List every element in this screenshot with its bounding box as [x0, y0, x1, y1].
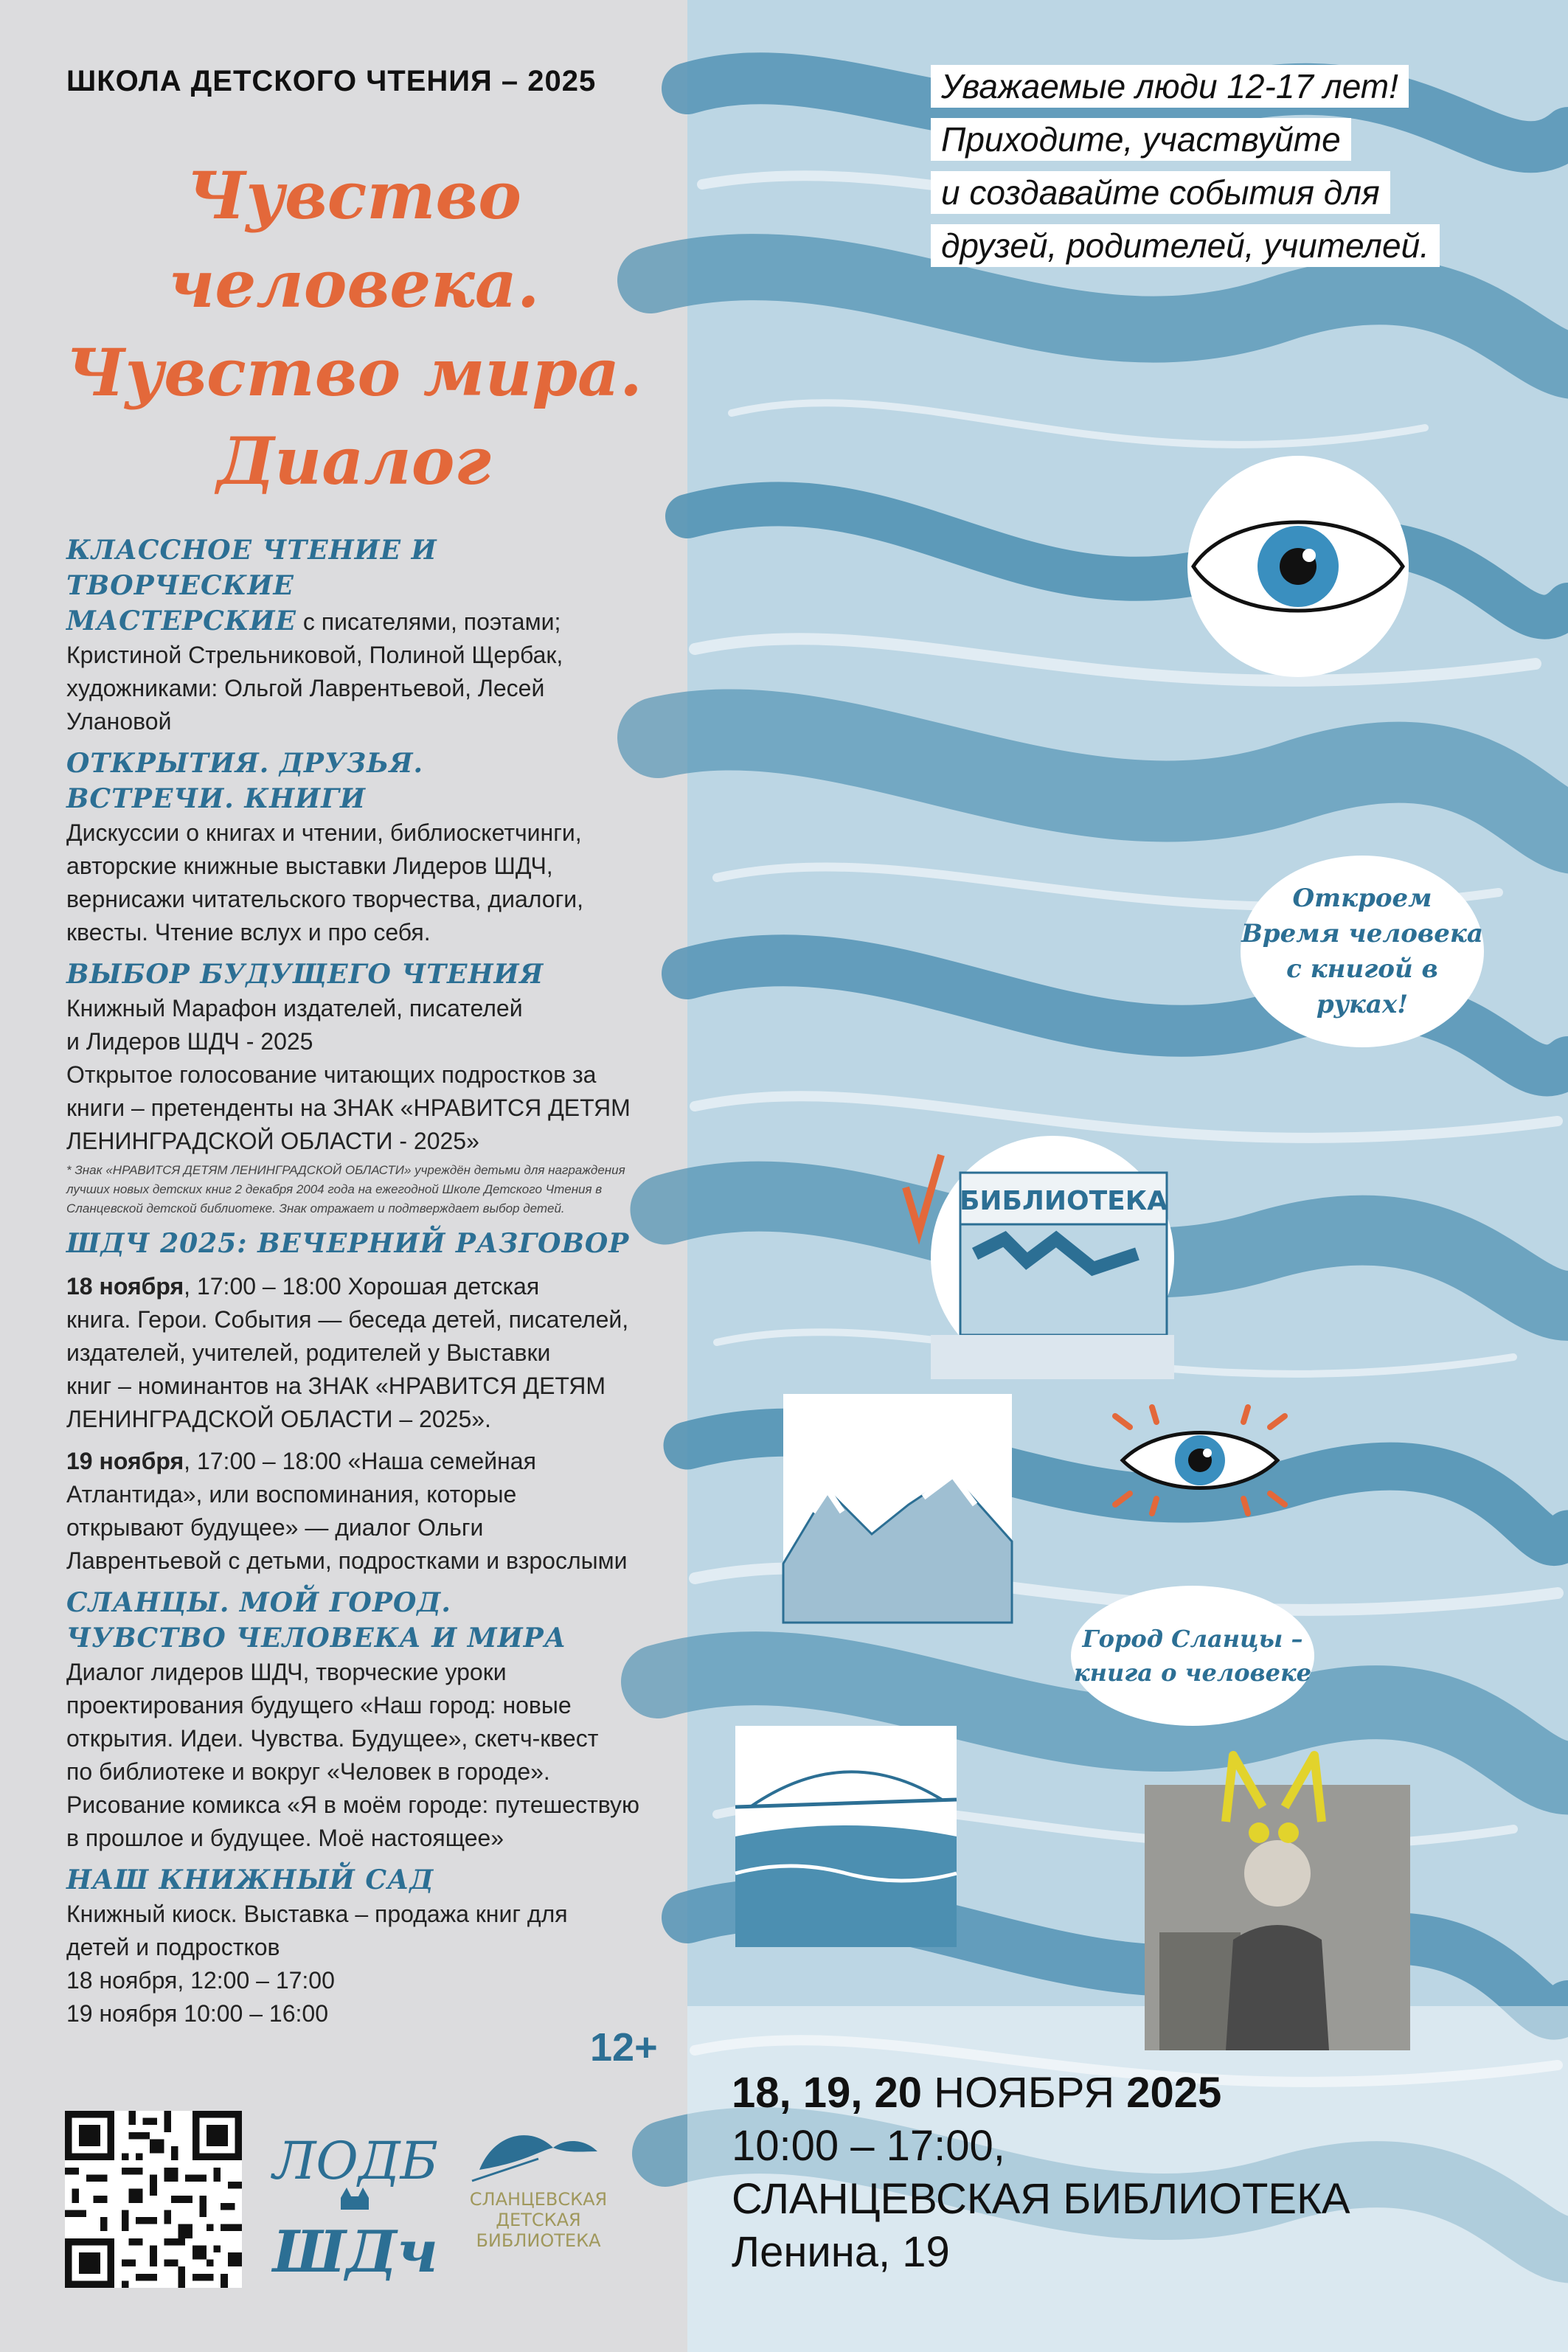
school-title: ШКОЛА ДЕТСКОГО ЧТЕНИЯ – 2025: [66, 65, 597, 97]
section-text: Дискуссии о книгах и чтении, библиоскетчинги,: [66, 819, 582, 846]
section-text: издателей, учителей, родителей у Выставки: [66, 1339, 551, 1366]
bridge-icon: [735, 1726, 957, 1947]
section-text: , 17:00 – 18:00 Хорошая детская: [184, 1273, 540, 1300]
section-text: вернисажи читательского творчества, диалоги,: [66, 886, 584, 912]
event-address: Ленина, 19: [732, 2228, 950, 2276]
svg-text:БИБЛИОТЕКА: БИБЛИОТЕКА: [476, 2230, 601, 2251]
program-content: [66, 533, 671, 2038]
title-line-3: Диалог: [217, 423, 491, 499]
section-heading: КЛАССНОЕ ЧТЕНИЕ И ТВОРЧЕСКИЕ: [66, 535, 437, 601]
date-label: 18 ноября: [66, 1273, 184, 1300]
section-text: квесты. Чтение вслух и про себя.: [66, 919, 431, 946]
main-title: [30, 151, 679, 505]
section-text: Открытое голосование читающих подростков за: [66, 1061, 597, 1088]
section-book-garden: [66, 1862, 671, 2030]
bridge-illustration: [735, 1726, 957, 1947]
section-text: авторские книжные выставки Лидеров ШДЧ,: [66, 853, 553, 879]
section-heading: МАСТЕРСКИЕ: [66, 606, 296, 636]
section-text: Диалог лидеров ШДЧ, творческие уроки: [66, 1659, 507, 1685]
section-text: открытия. Идеи. Чувства. Будущее», скетч-квест: [66, 1725, 599, 1752]
speech-line-2: Приходите, участвуйте: [931, 118, 1351, 161]
section-text: Рисование комикса «Я в моём городе: путешествую: [66, 1791, 640, 1818]
age-rating: 12+: [590, 2025, 658, 2070]
library-illustration: [931, 1136, 1174, 1379]
event-info: [732, 2067, 1350, 2279]
section-text: по библиотеке и вокруг «Человек в городе».: [66, 1758, 550, 1785]
event-month: НОЯБРЯ: [922, 2069, 1127, 2117]
section-text: Улановой: [66, 708, 172, 735]
section-text: ЛЕНИНГРАДСКОЙ ОБЛАСТИ - 2025»: [66, 1128, 479, 1154]
quote-bubble-open-time: Откроем Время человека с книгой в руках!: [1241, 856, 1484, 1047]
event-year: 2025: [1126, 2069, 1222, 2117]
footnote: * Знак «НРАВИТСЯ ДЕТЯМ ЛЕНИНГРАДСКОЙ ОБЛАСТИ» учреждён детьми для награждения лучших новых детских книг 2 декабря 2004 года на ежегодной Школе Детского Чтения в Сланцевской детской библиотеке. Знак отражает и подтверждает выбор детей.: [66, 1163, 625, 1215]
speech-line-1: Уважаемые люди 12-17 лет!: [931, 65, 1409, 108]
section-text: проектирования будущего «Наш город: новые: [66, 1692, 572, 1718]
event-time: 10:00 – 17:00,: [732, 2122, 1005, 2170]
title-line-1: Чувство человека.: [168, 157, 540, 322]
title-line-2: Чувство мира.: [66, 334, 642, 411]
right-panel: [687, 0, 1568, 2352]
svg-text:СЛАНЦЕВСКАЯ: СЛАНЦЕВСКАЯ: [469, 2189, 608, 2210]
section-text: и Лидеров ШДЧ - 2025: [66, 1028, 313, 1055]
section-my-city: [66, 1585, 671, 1855]
section-text: Кристиной Стрельниковой, Полиной Щербак,: [66, 642, 563, 668]
section-heading: НАШ КНИЖНЫЙ САД: [66, 1864, 434, 1895]
slantsy-library-logo: [450, 2111, 627, 2258]
event-place: СЛАНЦЕВСКАЯ БИБЛИОТЕКА: [732, 2175, 1350, 2223]
section-text: книг – номинантов на ЗНАК «НРАВИТСЯ ДЕТЯМ: [66, 1373, 606, 1399]
radiant-eye-icon: [1100, 1401, 1300, 1519]
section-heading: СЛАНЦЫ. МОЙ ГОРОД.: [66, 1587, 451, 1618]
section-evening-talk: [66, 1226, 671, 1578]
section-reading: [66, 533, 671, 738]
section-text: книги – претенденты на ЗНАК «НРАВИТСЯ ДЕТЯМ: [66, 1095, 631, 1121]
eye-illustration: [1187, 456, 1409, 677]
section-text: книга. Герои. События — беседа детей, писателей,: [66, 1306, 629, 1333]
mountains-illustration: [783, 1394, 1012, 1623]
section-heading: ЧУВСТВО ЧЕЛОВЕКА И МИРА: [66, 1623, 567, 1654]
section-text: 18 ноября, 12:00 – 17:00: [66, 1967, 335, 1994]
section-text: Книжный киоск. Выставка – продажа книг для: [66, 1901, 568, 1927]
checkmark-icon: [901, 1151, 946, 1239]
svg-text:ДЕТСКАЯ: ДЕТСКАЯ: [496, 2210, 581, 2230]
quote-bubble-city: Город Сланцы – книга о человеке: [1071, 1586, 1314, 1726]
eye-icon: [1187, 456, 1409, 677]
section-heading: ОТКРЫТИЯ. ДРУЗЬЯ.: [66, 748, 424, 779]
section-heading: ВСТРЕЧИ. КНИГИ: [66, 783, 366, 814]
section-heading: ШДЧ 2025: ВЕЧЕРНИЙ РАЗГОВОР: [66, 1228, 630, 1259]
section-text: Книжный Марафон издателей, писателей: [66, 995, 523, 1021]
bird-icon: [479, 2135, 597, 2170]
section-future-reading: [66, 957, 671, 1218]
library-building-icon: [931, 1136, 1174, 1379]
section-text: детей и подростков: [66, 1934, 280, 1960]
left-panel: [0, 0, 687, 2352]
section-text: 19 ноября 10:00 – 16:00: [66, 2000, 328, 2027]
mountains-icon: [783, 1394, 1012, 1623]
date-label: 19 ноября: [66, 1448, 184, 1474]
qr-code[interactable]: [65, 2111, 242, 2288]
section-text: в прошлое и будущее. Моё настоящее»: [66, 1825, 504, 1851]
section-text: Атлантида», или воспоминания, которые: [66, 1481, 517, 1508]
svg-text:БИБЛИОТЕКА: БИБЛИОТЕКА: [959, 1186, 1168, 1216]
section-text: открывают будущее» — диалог Ольги: [66, 1514, 484, 1541]
section-text: с писателями, поэтами;: [296, 608, 561, 635]
section-text: ЛЕНИНГРАДСКОЙ ОБЛАСТИ – 2025».: [66, 1406, 491, 1432]
section-text: художниками: Ольгой Лаврентьевой, Лесей: [66, 675, 545, 701]
shdch-logo-text: ШДч: [272, 2219, 439, 2286]
section-text: , 17:00 – 18:00 «Наша семейная: [184, 1448, 536, 1474]
speech-line-3: и создавайте события для: [931, 171, 1390, 214]
section-heading: ВЫБОР БУДУЩЕГО ЧТЕНИЯ: [66, 959, 544, 990]
event-dates: 18, 19, 20: [732, 2069, 922, 2117]
cat-ears-doodle-icon: [1211, 1741, 1336, 1851]
lodb-logo-text: ЛОДБ: [272, 2131, 439, 2191]
section-discoveries: [66, 746, 671, 949]
speech-line-4: друзей, родителей, учителей.: [931, 224, 1440, 267]
lodb-logo: [272, 2111, 439, 2288]
section-text: Лаврентьевой с детьми, подростками и взрослыми: [66, 1547, 628, 1574]
